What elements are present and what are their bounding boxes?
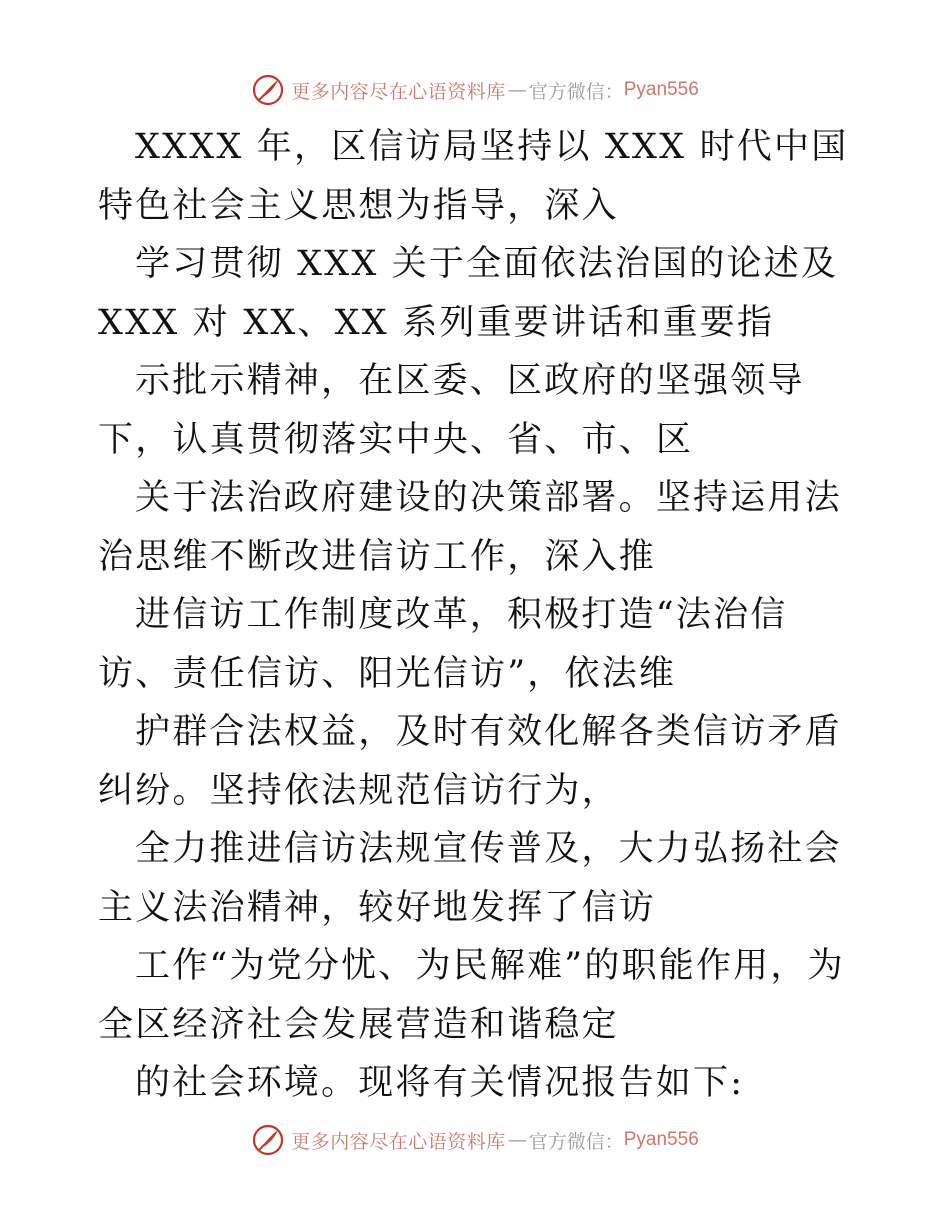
paragraph-1: XXXX 年，区信访局坚持以 XXX 时代中国特色社会主义思想为指导，深入: [98, 127, 849, 226]
feather-logo-icon: [251, 73, 285, 107]
paragraph-3: 示批示精神，在区委、区政府的坚强领导下，认真贯彻落实中央、省、市、区: [98, 361, 805, 460]
paragraph-6: 护群合法权益，及时有效化解各类信访矛盾纠纷。坚持依法规范信访行为，: [98, 712, 842, 811]
watermark-account-id: Pyan556: [623, 79, 699, 100]
watermark-account-label: 官方微信：: [528, 80, 624, 103]
watermark-account-label: 官方微信：: [528, 1130, 624, 1153]
paragraph-9: 的社会环境。现将有关情况报告如下:: [135, 1063, 745, 1103]
watermark-separator: —: [507, 79, 527, 101]
watermark-text: 更多内容尽在心语资料库: [291, 80, 506, 103]
paragraph-8: 工作“为党分忧、为民解难”的职能作用，为全区经济社会发展营造和谐稳定: [98, 946, 845, 1045]
paragraph-5: 进信访工作制度改革，积极打造“法治信访、责任信访、阳光信访”，依法维: [98, 595, 788, 694]
header-watermark: [0, 70, 950, 110]
paragraph-7: 全力推进信访法规宣传普及，大力弘扬社会主义法治精神，较好地发挥了信访: [98, 829, 842, 928]
watermark-account-id: Pyan556: [623, 1129, 699, 1150]
paragraph-2: 学习贯彻 XXX 关于全面依法治国的论述及 XXX 对 XX、XX 系列重要讲话和重要指: [98, 244, 839, 343]
footer-watermark: [0, 1120, 950, 1160]
feather-logo-icon: [251, 1123, 285, 1157]
document-body: [98, 118, 858, 1113]
watermark-text: 更多内容尽在心语资料库: [291, 1130, 506, 1153]
watermark-separator: —: [507, 1129, 527, 1151]
paragraph-4: 关于法治政府建设的决策部署。坚持运用法治思维不断改进信访工作，深入推: [98, 478, 842, 577]
